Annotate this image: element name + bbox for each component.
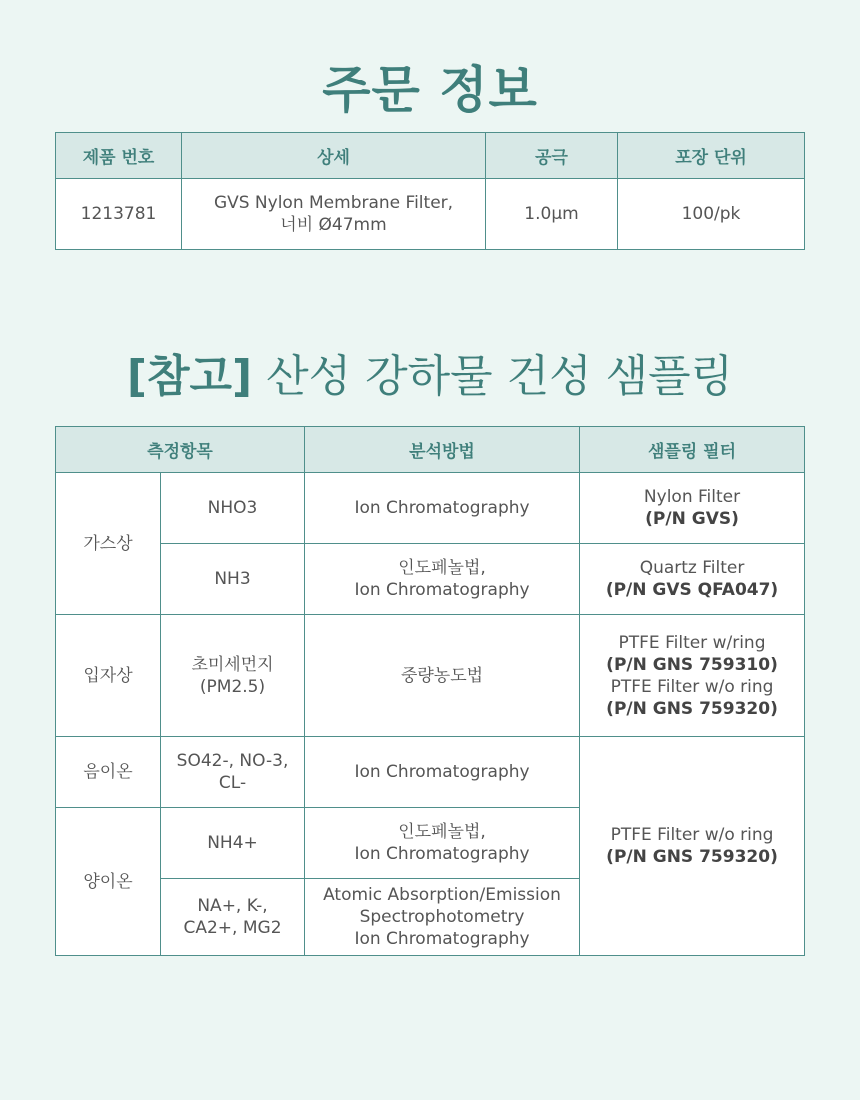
item-anion (161, 737, 305, 808)
reference-title (0, 340, 860, 404)
filter-ions (580, 737, 805, 956)
method-nh3 (305, 544, 580, 615)
reference-title-rest: 산성 강하물 건성 샘플링 (252, 351, 734, 402)
filter-part-number: (P/N GNS 759320) (606, 847, 778, 867)
method-metals (305, 879, 580, 956)
method-line3: Ion Chromatography (354, 929, 530, 949)
detail-line2: 너비 Ø47mm (280, 215, 387, 235)
filter-part-number: (P/N GNS 759310) (606, 654, 778, 675)
group-particle: 입자상 (56, 615, 161, 737)
method-line1: Atomic Absorption/Emission (323, 885, 561, 905)
group-cation: 양이온 (56, 808, 161, 956)
header-pack: 포장 단위 (618, 133, 805, 179)
detail-line1: GVS Nylon Membrane Filter, (213, 193, 454, 213)
filter-name: Quartz Filter (639, 558, 745, 578)
order-header-row (56, 133, 805, 179)
filter-name: PTFE Filter w/o ring (610, 825, 774, 845)
pore-size: 1.0μm (486, 179, 618, 250)
filter-nh3 (580, 544, 805, 615)
header-filter: 샘플링 필터 (580, 427, 805, 473)
table-row (56, 615, 805, 737)
method-pm25: 중량농도법 (305, 615, 580, 737)
item-nh4: NH4+ (161, 808, 305, 879)
header-method: 분석방법 (305, 427, 580, 473)
filter-part-number: (P/N GVS) (645, 509, 739, 529)
item-metals (161, 879, 305, 956)
method-line2: Ion Chromatography (354, 580, 530, 600)
header-pore: 공극 (486, 133, 618, 179)
method-nho3: Ion Chromatography (305, 473, 580, 544)
table-row (56, 544, 805, 615)
sampling-table (55, 426, 805, 956)
item-line2: CA2+, MG2 (183, 918, 282, 938)
filter-name: Nylon Filter (643, 487, 741, 507)
filter-name: PTFE Filter w/ring (618, 632, 766, 653)
method-nh4 (305, 808, 580, 879)
header-detail: 상세 (182, 133, 486, 179)
sampling-header-row (56, 427, 805, 473)
group-gas: 가스상 (56, 473, 161, 615)
method-line2: Spectrophotometry (359, 907, 525, 927)
item-pm25 (161, 615, 305, 737)
item-line1: SO42-, NO-3, (176, 751, 289, 771)
filter-pm25 (580, 615, 805, 737)
header-measure-item: 측정항목 (56, 427, 305, 473)
product-no: 1213781 (56, 179, 182, 250)
method-line2: Ion Chromatography (354, 844, 530, 864)
filter-part-number: (P/N GNS 759320) (606, 698, 778, 719)
item-nho3: NHO3 (161, 473, 305, 544)
pack-unit: 100/pk (618, 179, 805, 250)
item-line1: 초미세먼지 (191, 654, 274, 675)
item-line1: NA+, K-, (197, 896, 268, 916)
table-row (56, 179, 805, 250)
reference-title-bold: [참고] (126, 351, 253, 402)
item-line2: CL- (218, 773, 247, 793)
filter-part-number: (P/N GVS QFA047) (605, 580, 779, 600)
method-line1: 인도페놀법, (398, 558, 486, 578)
item-line2: (PM2.5) (199, 676, 266, 697)
header-product-no: 제품 번호 (56, 133, 182, 179)
method-line1: 인도페놀법, (398, 822, 486, 842)
table-row (56, 737, 805, 808)
product-detail (182, 179, 486, 250)
filter-name: PTFE Filter w/o ring (610, 676, 774, 697)
item-nh3: NH3 (161, 544, 305, 615)
method-anion: Ion Chromatography (305, 737, 580, 808)
order-info-title: 주문 정보 (322, 61, 538, 119)
order-info-table (55, 132, 805, 250)
table-row (56, 473, 805, 544)
group-anion: 음이온 (56, 737, 161, 808)
filter-nho3 (580, 473, 805, 544)
